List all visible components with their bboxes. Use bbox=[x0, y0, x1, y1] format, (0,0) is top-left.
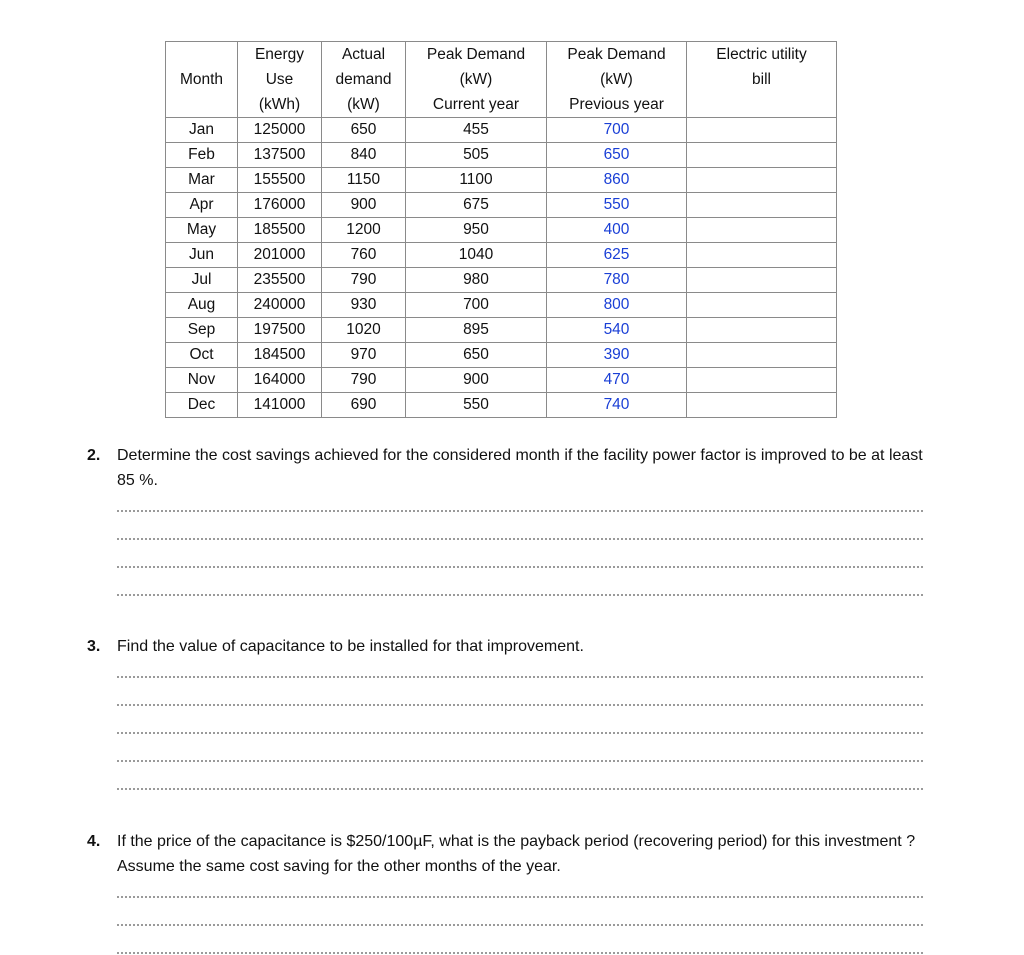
table-row bbox=[166, 193, 837, 218]
cell-actual: 970 bbox=[322, 343, 406, 368]
table-row bbox=[166, 268, 837, 293]
cell-energy: 137500 bbox=[238, 143, 322, 168]
answer-line[interactable] bbox=[117, 760, 923, 762]
cell-peak-current: 900 bbox=[406, 368, 547, 393]
cell-peak-previous: 400 bbox=[547, 218, 687, 243]
cell-energy: 197500 bbox=[238, 318, 322, 343]
question-number: 3. bbox=[87, 638, 101, 655]
cell-month: Mar bbox=[166, 168, 238, 193]
cell-peak-previous: 700 bbox=[547, 118, 687, 143]
cell-energy: 155500 bbox=[238, 168, 322, 193]
cell-month: Sep bbox=[166, 318, 238, 343]
table-row bbox=[166, 243, 837, 268]
cell-month: Feb bbox=[166, 143, 238, 168]
cell-peak-current: 700 bbox=[406, 293, 547, 318]
header-energy-use-line: Use bbox=[265, 71, 294, 88]
header-peak-current bbox=[406, 42, 547, 118]
question-text: If the price of the capacitance is $250/100µF, what is the payback period (recovering period) for this investment ? Assume the same cost saving for the other months of the year. bbox=[117, 833, 916, 875]
header-peak-previous bbox=[547, 42, 687, 118]
answer-line[interactable] bbox=[117, 924, 923, 926]
energy-data-table bbox=[165, 41, 837, 418]
cell-bill[interactable] bbox=[687, 168, 837, 193]
cell-peak-current: 1100 bbox=[406, 168, 547, 193]
cell-bill[interactable] bbox=[687, 218, 837, 243]
cell-peak-previous: 860 bbox=[547, 168, 687, 193]
cell-month: Nov bbox=[166, 368, 238, 393]
question-number: 2. bbox=[87, 447, 101, 464]
answer-line[interactable] bbox=[117, 676, 923, 678]
cell-peak-previous: 540 bbox=[547, 318, 687, 343]
cell-peak-current: 455 bbox=[406, 118, 547, 143]
answer-line[interactable] bbox=[117, 952, 923, 954]
table-row bbox=[166, 168, 837, 193]
header-actual-demand bbox=[322, 42, 406, 118]
cell-actual: 790 bbox=[322, 268, 406, 293]
cell-bill[interactable] bbox=[687, 368, 837, 393]
table-row bbox=[166, 393, 837, 418]
cell-peak-current: 650 bbox=[406, 343, 547, 368]
table-header-row bbox=[166, 42, 837, 118]
header-utility-bill-line: Electric utility bbox=[716, 46, 807, 63]
cell-peak-current: 895 bbox=[406, 318, 547, 343]
cell-month: Dec bbox=[166, 393, 238, 418]
header-actual-demand-line: Actual bbox=[341, 46, 386, 63]
cell-month: May bbox=[166, 218, 238, 243]
cell-peak-previous: 800 bbox=[547, 293, 687, 318]
cell-bill[interactable] bbox=[687, 268, 837, 293]
cell-bill[interactable] bbox=[687, 243, 837, 268]
question-4 bbox=[87, 829, 937, 879]
answer-line[interactable] bbox=[117, 896, 923, 898]
header-actual-demand-line: demand bbox=[335, 71, 392, 88]
header-actual-demand-line: (kW) bbox=[347, 96, 380, 113]
cell-month: Jan bbox=[166, 118, 238, 143]
answer-line[interactable] bbox=[117, 566, 923, 568]
table-row bbox=[166, 368, 837, 393]
table-row bbox=[166, 218, 837, 243]
table-row bbox=[166, 318, 837, 343]
cell-peak-previous: 390 bbox=[547, 343, 687, 368]
cell-month: Apr bbox=[166, 193, 238, 218]
cell-energy: 141000 bbox=[238, 393, 322, 418]
answer-line[interactable] bbox=[117, 594, 923, 596]
header-peak-current-line: Current year bbox=[432, 96, 520, 113]
cell-energy: 185500 bbox=[238, 218, 322, 243]
cell-month: Jul bbox=[166, 268, 238, 293]
header-peak-current-line: Peak Demand bbox=[426, 46, 526, 63]
question-text: Find the value of capacitance to be installed for that improvement. bbox=[117, 638, 584, 655]
cell-peak-previous: 550 bbox=[547, 193, 687, 218]
cell-actual: 1200 bbox=[322, 218, 406, 243]
table-row bbox=[166, 118, 837, 143]
cell-bill[interactable] bbox=[687, 118, 837, 143]
question-3 bbox=[87, 634, 937, 659]
cell-energy: 235500 bbox=[238, 268, 322, 293]
cell-month: Oct bbox=[166, 343, 238, 368]
cell-bill[interactable] bbox=[687, 193, 837, 218]
cell-peak-current: 980 bbox=[406, 268, 547, 293]
cell-actual: 790 bbox=[322, 368, 406, 393]
cell-actual: 690 bbox=[322, 393, 406, 418]
cell-peak-current: 505 bbox=[406, 143, 547, 168]
header-energy-use bbox=[238, 42, 322, 118]
cell-actual: 650 bbox=[322, 118, 406, 143]
cell-actual: 760 bbox=[322, 243, 406, 268]
question-text: Determine the cost savings achieved for the considered month if the facility power factor is improved to be at least 85 %. bbox=[117, 447, 923, 489]
answer-line[interactable] bbox=[117, 788, 923, 790]
cell-energy: 201000 bbox=[238, 243, 322, 268]
cell-actual: 1020 bbox=[322, 318, 406, 343]
header-energy-use-line: (kWh) bbox=[258, 96, 301, 113]
cell-peak-current: 675 bbox=[406, 193, 547, 218]
header-utility-bill bbox=[687, 42, 837, 118]
answer-line[interactable] bbox=[117, 538, 923, 540]
header-peak-current-line: (kW) bbox=[459, 71, 493, 88]
cell-peak-previous: 780 bbox=[547, 268, 687, 293]
cell-bill[interactable] bbox=[687, 293, 837, 318]
cell-peak-previous: 740 bbox=[547, 393, 687, 418]
cell-peak-current: 950 bbox=[406, 218, 547, 243]
table-row bbox=[166, 143, 837, 168]
table-body bbox=[166, 118, 837, 418]
cell-month: Aug bbox=[166, 293, 238, 318]
header-energy-use-line: Energy bbox=[254, 46, 305, 63]
header-month: Month bbox=[166, 42, 238, 118]
cell-actual: 900 bbox=[322, 193, 406, 218]
cell-bill[interactable] bbox=[687, 318, 837, 343]
header-peak-previous-line: (kW) bbox=[600, 71, 633, 88]
cell-energy: 184500 bbox=[238, 343, 322, 368]
cell-peak-previous: 625 bbox=[547, 243, 687, 268]
header-peak-previous-line: Peak Demand bbox=[567, 46, 666, 63]
cell-actual: 930 bbox=[322, 293, 406, 318]
cell-actual: 840 bbox=[322, 143, 406, 168]
cell-peak-previous: 470 bbox=[547, 368, 687, 393]
cell-energy: 164000 bbox=[238, 368, 322, 393]
answer-line[interactable] bbox=[117, 510, 923, 512]
cell-actual: 1150 bbox=[322, 168, 406, 193]
cell-month: Jun bbox=[166, 243, 238, 268]
cell-bill[interactable] bbox=[687, 343, 837, 368]
cell-energy: 176000 bbox=[238, 193, 322, 218]
table-row bbox=[166, 343, 837, 368]
cell-bill[interactable] bbox=[687, 393, 837, 418]
question-number: 4. bbox=[87, 833, 101, 850]
header-peak-previous-line: Previous year bbox=[569, 96, 664, 113]
cell-peak-previous: 650 bbox=[547, 143, 687, 168]
answer-line[interactable] bbox=[117, 732, 923, 734]
cell-energy: 125000 bbox=[238, 118, 322, 143]
cell-peak-current: 1040 bbox=[406, 243, 547, 268]
cell-peak-current: 550 bbox=[406, 393, 547, 418]
cell-bill[interactable] bbox=[687, 143, 837, 168]
table-row bbox=[166, 293, 837, 318]
question-2 bbox=[87, 443, 937, 493]
cell-energy: 240000 bbox=[238, 293, 322, 318]
answer-line[interactable] bbox=[117, 704, 923, 706]
header-utility-bill-line: bill bbox=[752, 71, 771, 88]
